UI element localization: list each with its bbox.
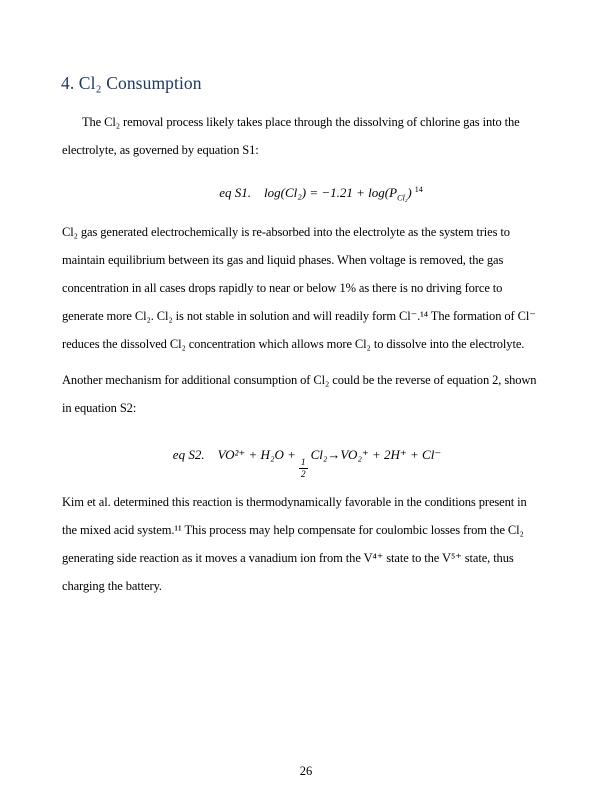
reference-superscript: 14 (414, 185, 423, 194)
text-line: maintain equilibrium between its gas and liquid phases. When voltage is removed, the gas (62, 253, 504, 267)
text-line: electrolyte, as governed by equation S1: (62, 143, 259, 157)
text-line: reduces the dissolved Cl₂ concentration which allows more Cl₂ to dissolve into the electrolyte. (62, 337, 525, 351)
text-line: generating side reaction as it moves a vanadium ion from the V⁴⁺ state to the V⁵⁺ state, thus (62, 551, 514, 565)
equation-s2-body: VO²⁺ + H₂O + $\frac{1}{2}$ Cl₂→VO₂⁺ + 2H⁺ + Cl⁻ (217, 447, 442, 480)
text-line: the mixed acid system.¹¹ This process may help compensate for coulombic losses from the Cl₂ (62, 523, 524, 537)
paragraph-another-mechanism (62, 366, 558, 422)
pressure-subscript: Cl₂ (397, 192, 408, 203)
text-line: The Cl₂ removal process likely takes place through the dissolving of chlorine gas into the (82, 115, 520, 129)
text-line: charging the battery. (62, 579, 162, 593)
text-line: Another mechanism for additional consumption of Cl₂ could be the reverse of equation 2, shown (62, 373, 537, 387)
paragraph-intro (62, 108, 558, 164)
text-line: generate more Cl₂. Cl₂ is not stable in solution and will readily form Cl⁻.¹⁴ The formation of Cl⁻ (62, 309, 536, 323)
equation-s2 (62, 446, 552, 480)
equation-s2-label: eq S2. (172, 447, 205, 462)
equation-s1-body: $\log(Cl_2) = -1.21 + \log(P_{Cl_2})$ $^{14}$ (264, 185, 423, 203)
one-half-fraction: $\frac{1}{2}$ (300, 458, 306, 480)
paragraph-gas-absorption (62, 218, 558, 358)
equation-s1-label: eq S1. (219, 185, 251, 201)
text-line: Cl₂ gas generated electrochemically is re-absorbed into the electrolyte as the system tries to (62, 225, 510, 239)
text-line: concentration in all cases drops rapidly to near or below 1% as there is no driving force to (62, 281, 503, 295)
text-line: Kim et al. determined this reaction is thermodynamically favorable in the conditions present in (62, 495, 527, 509)
text-line: in equation S2: (62, 401, 137, 415)
equation-s1 (62, 180, 552, 208)
section-heading: 4. Cl₂ Consumption (61, 73, 202, 93)
page-number: 26 (299, 764, 313, 778)
paragraph-kim-et-al (62, 488, 558, 600)
